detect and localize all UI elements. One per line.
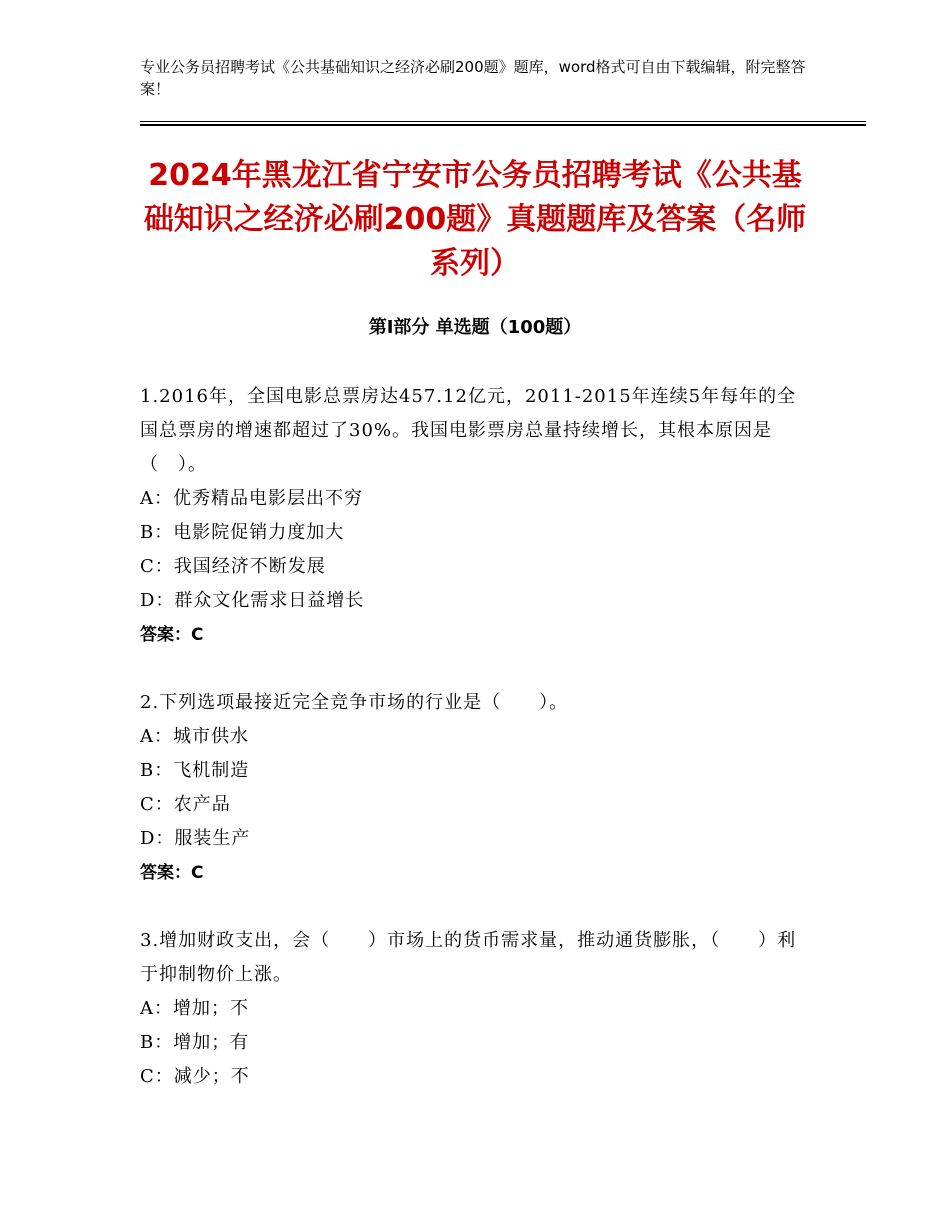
option-c: C：农产品 xyxy=(140,794,231,815)
option-c: C：我国经济不断发展 xyxy=(140,556,326,577)
question-text: 2.下列选项最接近完全竞争市场的行业是（ ）。 xyxy=(140,692,569,713)
section-heading: 第Ⅰ部分 单选题（100题） xyxy=(368,317,582,338)
question-3 xyxy=(140,924,810,1094)
answer: 答案：C xyxy=(140,625,204,645)
option-d: D：服装生产 xyxy=(140,828,251,849)
option-c: C：减少；不 xyxy=(140,1066,250,1087)
header-rule-thin xyxy=(140,121,866,122)
option-a: A：优秀精品电影层出不穷 xyxy=(140,488,363,509)
question-text: 3.增加财政支出，会（ ）市场上的货币需求量，推动通货膨胀，（ ）利于抑制物价上涨。 xyxy=(140,930,797,985)
option-b: B：飞机制造 xyxy=(140,760,250,781)
header-rule-thick xyxy=(140,124,866,126)
document-title: 2024年黑龙江省宁安市公务员招聘考试《公共基础知识之经济必刷200题》真题题库及答案（名师系列） xyxy=(143,158,807,281)
question-1 xyxy=(140,380,810,652)
option-a: A：城市供水 xyxy=(140,726,249,747)
header-note: 专业公务员招聘考试《公共基础知识之经济必刷200题》题库，word格式可自由下载编辑，附完整答案！ xyxy=(140,58,806,98)
option-a: A：增加；不 xyxy=(140,998,249,1019)
option-b: B：电影院促销力度加大 xyxy=(140,522,345,543)
answer: 答案：C xyxy=(140,863,204,883)
question-2 xyxy=(140,686,810,890)
question-list xyxy=(140,380,810,1128)
question-text: 1.2016年，全国电影总票房达457.12亿元，2011-2015年连续5年每年的全国总票房的增速都超过了30%。我国电影票房总量持续增长，其根本原因是（ ）。 xyxy=(140,386,797,475)
option-d: D：群众文化需求日益增长 xyxy=(140,590,365,611)
option-b: B：增加；有 xyxy=(140,1032,250,1053)
